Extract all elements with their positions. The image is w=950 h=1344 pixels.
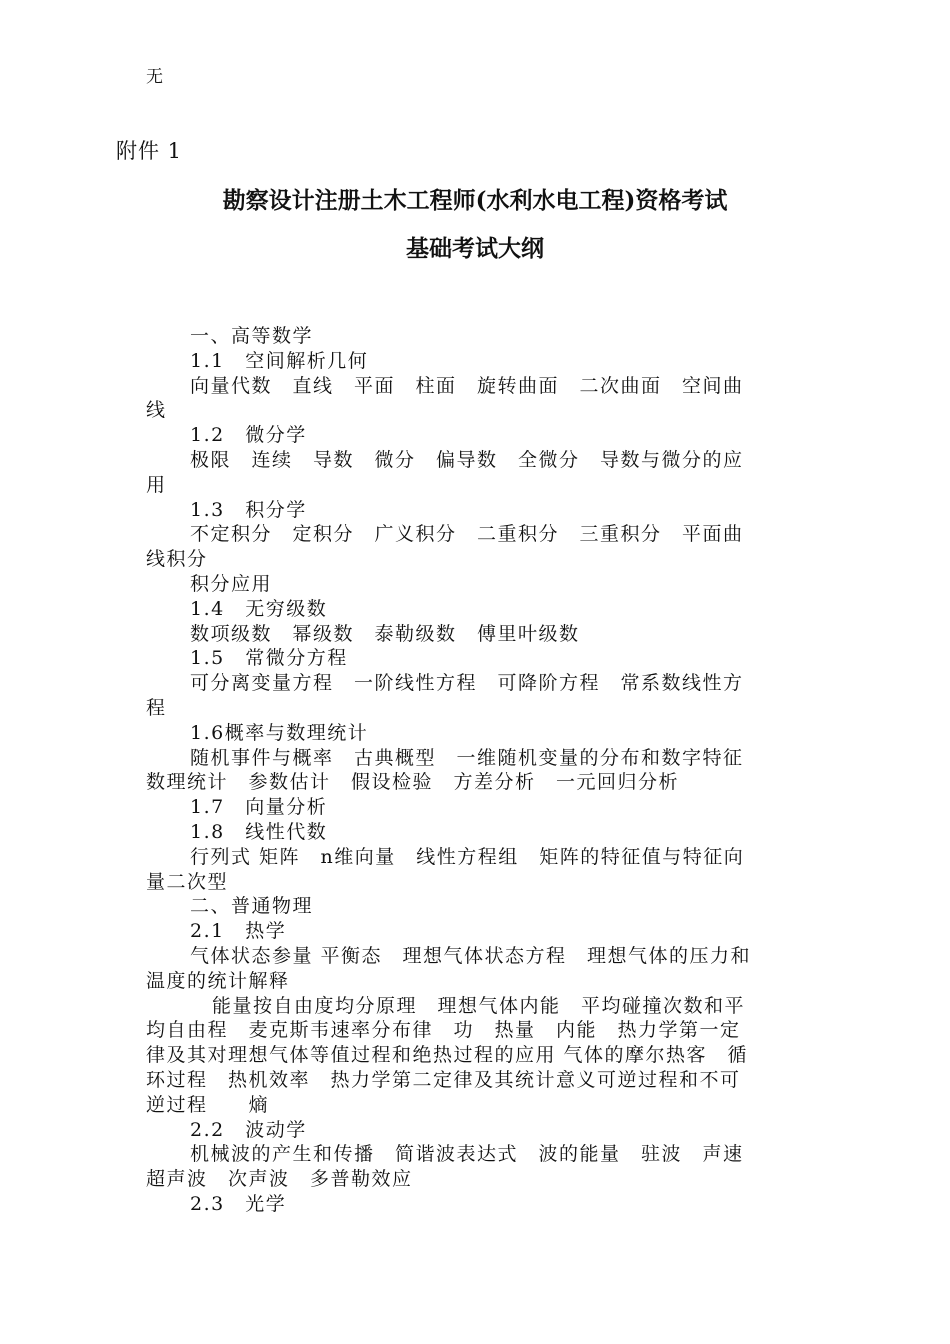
paragraph-line: 逆过程 熵 [146, 1093, 270, 1116]
paragraph-line: 数理统计 参数估计 假设检验 方差分析 一元回归分析 [146, 771, 680, 794]
paragraph-line: 不定积分 定积分 广义积分 二重积分 三重积分 平面曲 [190, 523, 744, 546]
paragraph-line: 随机事件与概率 古典概型 一维随机变量的分布和数字特征 [190, 746, 744, 769]
subsection-heading: 1.3 积分学 [190, 498, 307, 521]
paragraph-line: 温度的统计解释 [146, 969, 290, 992]
paragraph-line: 极限 连续 导数 微分 偏导数 全微分 导数与微分的应 [190, 448, 744, 471]
subsection-heading: 1.4 无穷级数 [190, 597, 328, 620]
paragraph-line: 机械波的产生和传播 简谐波表达式 波的能量 驻波 声速 [190, 1143, 744, 1166]
document-subtitle: 基础考试大纲 [406, 235, 544, 262]
subsection-heading: 1.7 向量分析 [190, 796, 328, 819]
paragraph-line: 均自由程 麦克斯韦速率分布律 功 热量 内能 热力学第一定 [146, 1019, 741, 1042]
subsection-heading: 2.2 波动学 [190, 1118, 307, 1141]
subsection-heading: 1.6概率与数理统计 [190, 721, 369, 744]
subsection-heading: 1.8 线性代数 [190, 820, 328, 843]
paragraph-line: 律及其对理想气体等值过程和绝热过程的应用 气体的摩尔热客 循 [146, 1044, 749, 1067]
paragraph-line: 线 [146, 399, 167, 422]
document-title: 勘察设计注册土木工程师(水利水电工程)资格考试 [222, 187, 728, 214]
syllabus-body [146, 324, 806, 1217]
subsection-heading: 1.5 常微分方程 [190, 647, 348, 670]
paragraph-line: 气体状态参量 平衡态 理想气体状态方程 理想气体的压力和 [190, 944, 752, 967]
subsection-heading: 1.1 空间解析几何 [190, 349, 369, 372]
header-mark: 无 [146, 67, 163, 87]
paragraph-line: 能量按自由度均分原理 理想气体内能 平均碰撞次数和平 [212, 994, 746, 1017]
paragraph-line: 线积分 [146, 548, 208, 571]
paragraph-line: 超声波 次声波 多普勒效应 [146, 1168, 413, 1191]
paragraph-line: 程 [146, 696, 167, 719]
subsection-heading: 2.1 热学 [190, 920, 287, 943]
paragraph-line: 积分应用 [190, 572, 273, 595]
paragraph-line: 可分离变量方程 一阶线性方程 可降阶方程 常系数线性方 [190, 672, 744, 695]
section-heading: 一、高等数学 [190, 325, 314, 347]
paragraph-line: 用 [146, 473, 167, 496]
paragraph-line: 环过程 热机效率 热力学第二定律及其统计意义可逆过程和不可 [146, 1068, 741, 1091]
paragraph-line: 量二次型 [146, 870, 229, 893]
paragraph-line: 数项级数 幂级数 泰勒级数 傅里叶级数 [190, 622, 580, 645]
paragraph-line: 行列式 矩阵 n维向量 线性方程组 矩阵的特征值与特征向 [190, 845, 745, 868]
subsection-heading: 2.3 光学 [190, 1192, 287, 1215]
section-heading: 二、普通物理 [190, 895, 314, 918]
attachment-label: 附件 1 [116, 139, 183, 163]
paragraph-line: 向量代数 直线 平面 柱面 旋转曲面 二次曲面 空间曲 [190, 374, 744, 397]
subsection-heading: 1.2 微分学 [190, 424, 307, 447]
